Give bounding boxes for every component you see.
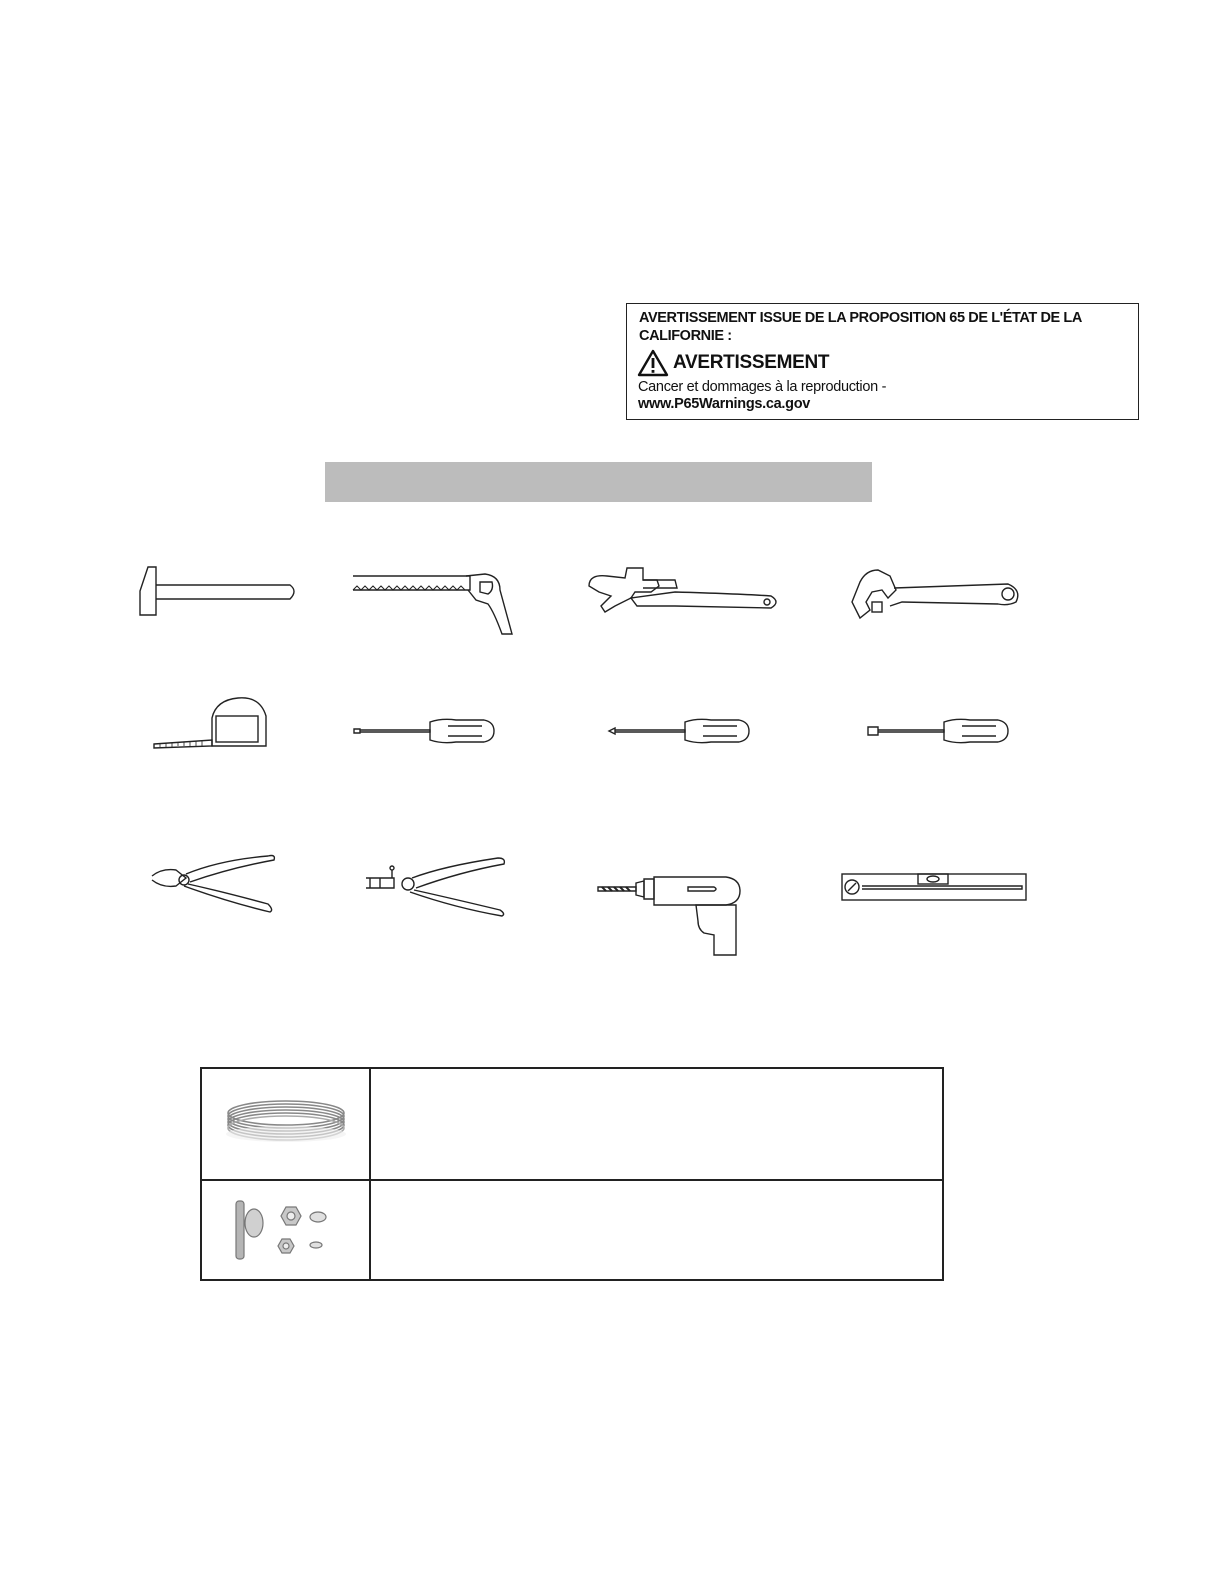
warning-link[interactable]: www.P65Warnings.ca.gov [638, 396, 811, 412]
prop65-warning-box [626, 303, 1139, 420]
level-icon [840, 872, 1028, 902]
drill-icon [596, 873, 742, 957]
pipe-wrench-icon [585, 566, 781, 616]
tape-measure-icon [152, 694, 272, 752]
tubing-coil-icon [202, 1087, 369, 1162]
warning-heading: AVERTISSEMENT [673, 352, 830, 373]
parts-table-row-divider [202, 1179, 942, 1181]
hammer-icon [138, 563, 300, 619]
warning-title: AVERTISSEMENT ISSUE DE LA PROPOSITION 65 DE L'ÉTAT DE LA CALIFORNIE : [639, 310, 1082, 344]
diagonal-pliers-icon [150, 850, 280, 912]
keyhole-saw-icon [350, 572, 520, 636]
tools-header-bar [325, 462, 872, 502]
phillips-screwdriver-icon [607, 716, 751, 746]
parts-table-column-divider [369, 1069, 371, 1279]
hardware-kit-icon [202, 1191, 369, 1276]
warning-text: Cancer et dommages à la reproduction - [638, 379, 887, 395]
flat-screwdriver-icon [352, 716, 496, 746]
adjustable-wrench-icon [848, 566, 1028, 622]
wire-stripper-icon [364, 854, 510, 916]
parts-table [200, 1067, 944, 1281]
warning-heading-row [637, 349, 1128, 377]
nut-driver-icon [866, 716, 1010, 746]
warning-triangle-icon [637, 349, 669, 377]
